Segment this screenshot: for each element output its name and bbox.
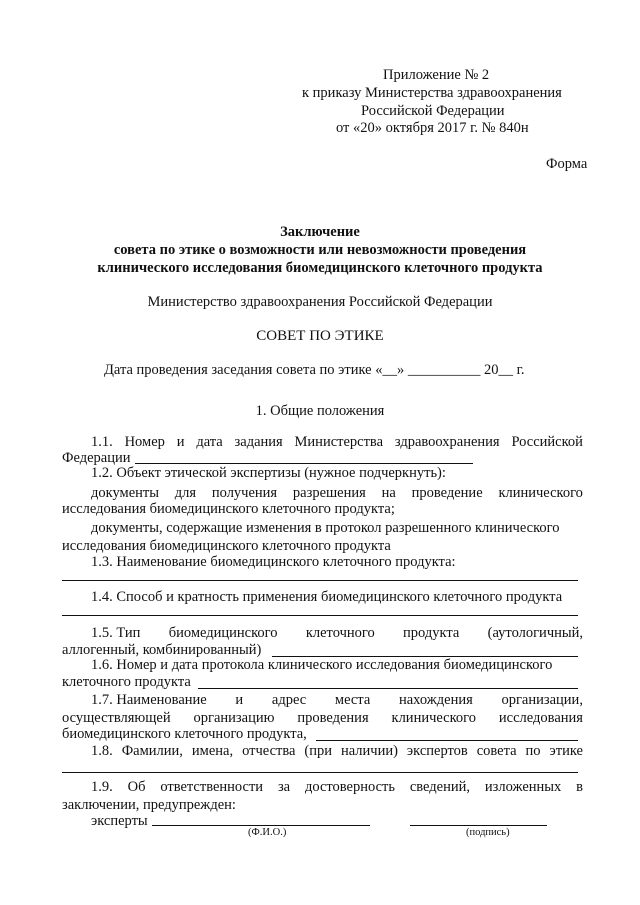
word: достоверность [304, 779, 395, 795]
word: клеточного [305, 625, 375, 641]
item-1-2: 1.2. Объект этической экспертизы (нужное подчеркнуть): [91, 465, 446, 481]
appendix-line-3: Российской Федерации [361, 103, 505, 119]
word: 1.9. [91, 779, 113, 795]
word: исследования [498, 710, 583, 726]
item-1-4-answer-line[interactable] [62, 615, 578, 616]
meeting-date-month[interactable]: __________ [407, 362, 481, 378]
word: 1.7. Наименование [91, 692, 207, 708]
item-1-7-answer-line[interactable] [316, 740, 578, 741]
word: по [525, 743, 541, 759]
word: сведений, [409, 779, 471, 795]
word: клинического [391, 710, 477, 726]
appendix-line-2: к приказу Министерства здравоохранения [302, 85, 562, 101]
word: адрес [271, 692, 307, 708]
appendix-line-1: Приложение № 2 [383, 67, 490, 83]
item-1-6-answer-line[interactable] [198, 688, 578, 689]
item-1-2-option-2-line-1[interactable]: документы, содержащие изменения в протокол разрешенного клинического [91, 520, 560, 536]
word: имена, [191, 743, 234, 759]
word: получения [211, 485, 278, 501]
word: и [235, 692, 244, 708]
word: (при [304, 743, 333, 759]
word: Номер [124, 434, 165, 450]
word: экспертов [406, 743, 468, 759]
item-1-9-line-2: заключении, предупрежден: [62, 797, 236, 813]
meeting-date-day[interactable]: __ [382, 362, 397, 378]
word: Фамилии, [121, 743, 183, 759]
word: 1.5. Тип [91, 625, 141, 641]
item-1-1-line-1 [91, 433, 583, 451]
word: проведение [411, 485, 483, 501]
item-1-6-line-1: 1.6. Номер и дата протокола клинического исследования биомедицинского [91, 657, 553, 673]
word: 1.1. [91, 434, 113, 450]
meeting-date-suffix: г. [512, 362, 525, 378]
word: этике [549, 743, 583, 759]
meeting-date [104, 361, 525, 379]
word: на [381, 485, 396, 501]
word: биомедицинского [168, 625, 278, 641]
word: документы [91, 485, 159, 501]
meeting-date-prefix: Дата проведения заседания совета по этике « [104, 362, 383, 378]
word: и [176, 434, 185, 450]
fio-caption: (Ф.И.О.) [248, 827, 287, 838]
word: разрешения [292, 485, 366, 501]
word: организацию [193, 710, 275, 726]
item-1-6-line-2: клеточного продукта [62, 674, 191, 690]
title-line-2: совета по этике о возможности или невозможности проведения [113, 242, 527, 258]
council-name: СОВЕТ ПО ЭТИКЕ [256, 328, 384, 344]
word: за [277, 779, 291, 795]
word: в [576, 779, 583, 795]
word: задания [234, 434, 283, 450]
word: проведения [297, 710, 369, 726]
word: клинического [498, 485, 583, 501]
meeting-date-mid: » [396, 362, 408, 378]
meeting-date-year-prefix: 20 [480, 362, 499, 378]
item-1-2-option-1-line-2[interactable]: исследования биомедицинского клеточного продукта; [62, 501, 395, 517]
item-1-8 [91, 742, 583, 760]
word: здравоохранения [394, 434, 500, 450]
ministry-name: Министерство здравоохранения Российской Федерации [147, 294, 493, 310]
item-1-7-line-1 [91, 691, 583, 709]
signature-caption: (подпись) [466, 827, 510, 838]
form-label: Форма [546, 156, 588, 172]
word: 1.8. [91, 743, 113, 759]
appendix-line-4: от «20» октября 2017 г. № 840н [336, 120, 529, 136]
item-1-3: 1.3. Наименование биомедицинского клеточного продукта: [91, 554, 456, 570]
title-line-3: клинического исследования биомедицинского клеточного продукта [97, 260, 543, 276]
word: отчества [242, 743, 296, 759]
word: места [334, 692, 371, 708]
word: Российской [511, 434, 583, 450]
meeting-date-year[interactable]: __ [498, 362, 513, 378]
word: осуществляющей [62, 710, 171, 726]
word: Об [127, 779, 146, 795]
word: организации, [501, 692, 583, 708]
word: ответственности [160, 779, 264, 795]
item-1-5-line-1 [91, 624, 583, 642]
item-1-8-answer-line[interactable] [62, 772, 578, 773]
item-1-5-line-2: аллогенный, комбинированный) [62, 642, 262, 658]
word: дата [196, 434, 223, 450]
item-1-2-option-2-line-2[interactable]: исследования биомедицинского клеточного продукта [62, 538, 391, 554]
word: наличии) [340, 743, 398, 759]
word: совета [476, 743, 517, 759]
item-1-1-line-2: Федерации [62, 450, 131, 466]
item-1-3-answer-line[interactable] [62, 580, 578, 581]
word: продукта [403, 625, 460, 641]
item-1-7-line-3: биомедицинского клеточного продукта, [62, 726, 307, 742]
section-1-heading: 1. Общие положения [255, 403, 385, 419]
title-line-1: Заключение [280, 224, 360, 240]
item-1-9-line-1 [91, 778, 583, 796]
word: (аутологичный, [487, 625, 583, 641]
word: изложенных [484, 779, 562, 795]
word: Министерства [294, 434, 384, 450]
word: для [174, 485, 197, 501]
item-1-4: 1.4. Способ и кратность применения биомедицинского клеточного продукта [91, 589, 563, 605]
experts-label: эксперты [91, 813, 148, 829]
word: нахождения [398, 692, 473, 708]
